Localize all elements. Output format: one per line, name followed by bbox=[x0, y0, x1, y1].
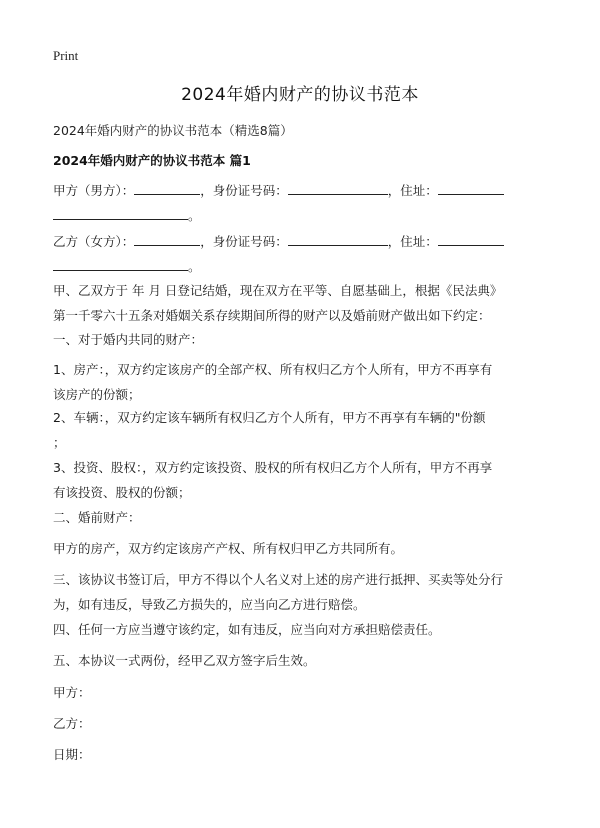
premarital-text: 甲方的房产，双方约定该房产产权、所有权归甲乙方共同所有。 bbox=[53, 541, 404, 556]
intro-line-1: 甲、乙双方于 年 月 日登记结婚，现在双方在平等、自愿基础上，根据《民法典》 bbox=[53, 283, 503, 298]
item-1-paragraph bbox=[53, 357, 553, 407]
party-b-id-blank bbox=[288, 231, 388, 246]
section-5-paragraph bbox=[53, 648, 553, 673]
item-2-line-1: 2、车辆：，双方约定该车辆所有权归乙方个人所有，甲方不再享有车辆的"份额 bbox=[53, 410, 486, 425]
section-1-heading bbox=[53, 327, 553, 352]
party-a-block bbox=[53, 178, 553, 228]
party-a-address-blank-2 bbox=[53, 205, 188, 220]
signature-date-label: 日期： bbox=[53, 747, 91, 762]
party-b-end: 。 bbox=[188, 259, 201, 274]
item-3-paragraph bbox=[53, 455, 553, 505]
party-a-id-blank bbox=[288, 180, 388, 195]
page-title: 2024年婚内财产的协议书范本 bbox=[181, 85, 419, 105]
party-a-id-label: ，身份证号码： bbox=[200, 183, 288, 198]
party-a-address-blank bbox=[438, 180, 504, 195]
intro-paragraph bbox=[53, 278, 553, 328]
party-a-end: 。 bbox=[188, 208, 201, 223]
section-3-line-1: 三、该协议书签订后，甲方不得以个人名义对上述的房产进行抵押、买卖等处分行 bbox=[53, 572, 504, 587]
item-3-line-1: 3、投资、股权：，双方约定该投资、股权的所有权归乙方个人所有，甲方不再享 bbox=[53, 460, 493, 475]
section-4-paragraph bbox=[53, 617, 553, 642]
item-2-line-2: ； bbox=[53, 435, 66, 450]
item-1-line-1: 1、房产：，双方约定该房产的全部产权、所有权归乙方个人所有，甲方不再享有 bbox=[53, 362, 493, 377]
document-subtitle: 2024年婚内财产的协议书范本（精选8篇） bbox=[53, 123, 293, 138]
section-3-line-2: 为，如有违反，导致乙方损失的，应当向乙方进行赔偿。 bbox=[53, 597, 366, 612]
section-3-paragraph bbox=[53, 567, 553, 617]
item-1-line-2: 该房产的份额； bbox=[53, 387, 141, 402]
signature-party-a-label: 甲方： bbox=[53, 685, 91, 700]
signature-party-b-label: 乙方： bbox=[53, 716, 91, 731]
print-link[interactable]: Print bbox=[53, 48, 79, 63]
party-b-id-label: ，身份证号码： bbox=[200, 234, 288, 249]
section-5-text: 五、本协议一式两份，经甲乙双方签字后生效。 bbox=[53, 653, 316, 668]
section-heading: 2024年婚内财产的协议书范本 篇1 bbox=[53, 153, 251, 168]
party-b-line bbox=[53, 229, 553, 254]
signature-party-b bbox=[53, 711, 553, 736]
party-b-line-2 bbox=[53, 254, 553, 279]
party-b-address-label: ，住址： bbox=[387, 234, 438, 249]
party-a-label: 甲方（男方）： bbox=[53, 183, 135, 198]
section-2-heading bbox=[53, 505, 553, 530]
signature-date bbox=[53, 742, 553, 767]
item-2-paragraph bbox=[53, 405, 553, 455]
party-b-name-blank bbox=[134, 231, 200, 246]
party-a-line-2 bbox=[53, 203, 553, 228]
party-b-address-blank bbox=[438, 231, 504, 246]
party-a-address-label: ，住址： bbox=[387, 183, 438, 198]
party-b-block bbox=[53, 229, 553, 279]
section-4-text: 四、任何一方应当遵守该约定，如有违反，应当向对方承担赔偿责任。 bbox=[53, 622, 441, 637]
party-a-name-blank bbox=[134, 180, 200, 195]
item-3-line-2: 有该投资、股权的份额； bbox=[53, 485, 191, 500]
section-1-heading-text: 一、对于婚内共同的财产： bbox=[53, 332, 204, 347]
premarital-paragraph bbox=[53, 536, 553, 561]
party-b-address-blank-2 bbox=[53, 256, 188, 271]
party-a-line bbox=[53, 178, 553, 203]
party-b-label: 乙方（女方）： bbox=[53, 234, 135, 249]
intro-line-2: 第一千零六十五条对婚姻关系存续期间所得的财产以及婚前财产做出如下约定： bbox=[53, 308, 491, 323]
section-2-heading-text: 二、婚前财产： bbox=[53, 510, 141, 525]
signature-party-a bbox=[53, 680, 553, 705]
